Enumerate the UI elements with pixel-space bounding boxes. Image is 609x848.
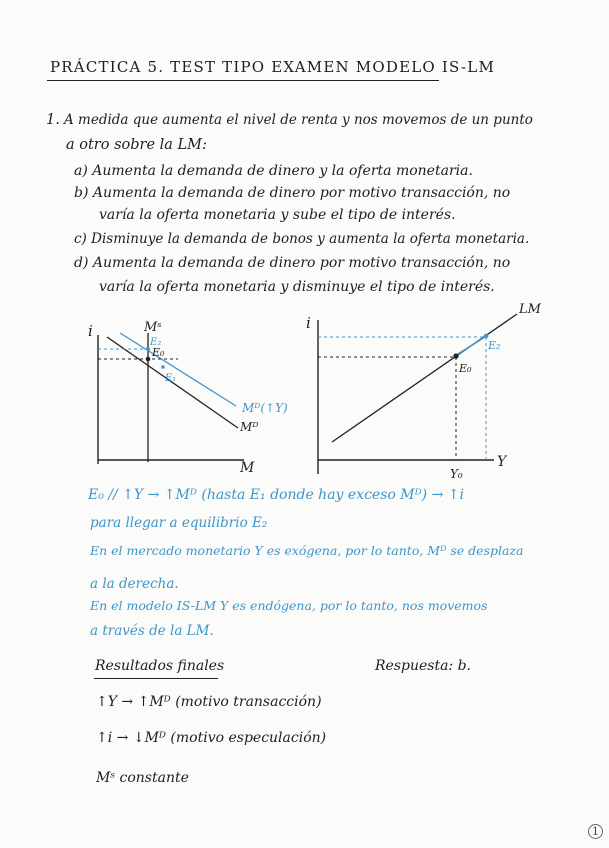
point-e0-left bbox=[146, 357, 151, 362]
results-heading-underline bbox=[94, 678, 218, 679]
result-line-3: Mˢ constante bbox=[96, 770, 189, 786]
question-text-line-2: a otro sobre la LM: bbox=[66, 137, 207, 153]
question-text-line-1: A medida que aumenta el nivel de renta y nos movemos de un punto bbox=[64, 112, 533, 128]
left-x-axis-label: M bbox=[240, 460, 255, 476]
left-y-axis-label: i bbox=[88, 322, 93, 340]
md-label: Mᴰ bbox=[240, 420, 259, 434]
lm-label: LM bbox=[519, 302, 541, 317]
point-e2-right bbox=[484, 334, 489, 339]
md-shifted-label: Mᴰ(↑Y) bbox=[242, 401, 288, 415]
answer: Respuesta: b. bbox=[375, 658, 472, 674]
explanation-line-2: para llegar a equilibrio E₂ bbox=[90, 515, 268, 531]
option-a: a) Aumenta la demanda de dinero y la oferta monetaria. bbox=[74, 163, 473, 179]
question-number: 1. bbox=[46, 112, 60, 128]
explanation-line-4: a la derecha. bbox=[90, 576, 179, 592]
right-y-axis-label: i bbox=[306, 314, 311, 332]
option-c: c) Disminuye la demanda de bonos y aumenta la oferta monetaria. bbox=[74, 231, 530, 247]
option-d-line-2: varía la oferta monetaria y disminuye el tipo de interés. bbox=[99, 279, 495, 295]
explanation-line-5: En el modelo IS-LM Y es endógena, por lo tanto, nos movemos bbox=[90, 598, 488, 613]
e2-right-label: E₂ bbox=[488, 339, 501, 352]
e0-right-label: E₀ bbox=[459, 362, 472, 375]
e0-left-label: E₀ bbox=[152, 346, 165, 359]
option-b-line-1: b) Aumenta la demanda de dinero por motivo transacción, no bbox=[74, 185, 511, 201]
lm-segment-blue bbox=[458, 335, 488, 354]
lm-curve bbox=[332, 314, 517, 442]
right-x-axis-label: Y bbox=[497, 454, 507, 470]
page-number: 1 bbox=[588, 824, 603, 839]
money-supply-label: Mˢ bbox=[144, 320, 162, 335]
option-d-line-1: d) Aumenta la demanda de dinero por motivo transacción, no bbox=[74, 255, 511, 271]
is-lm-graph bbox=[306, 302, 542, 481]
y0-tick-label: Y₀ bbox=[450, 467, 463, 481]
money-demand-shifted-curve bbox=[120, 333, 236, 406]
explanation-line-6: a través de la LM. bbox=[90, 623, 214, 639]
e2-left-label: E₂ bbox=[150, 337, 162, 348]
point-e1-left bbox=[161, 365, 165, 369]
option-b-line-2: varía la oferta monetaria y sube el tipo de interés. bbox=[99, 207, 456, 223]
results-heading: Resultados finales bbox=[95, 658, 225, 674]
page-title: PRÁCTICA 5. TEST TIPO EXAMEN MODELO IS-LM bbox=[50, 58, 496, 76]
result-line-1: ↑Y → ↑Mᴰ (motivo transacción) bbox=[96, 694, 322, 710]
point-e0-right bbox=[453, 353, 458, 358]
money-market-graph bbox=[88, 320, 288, 476]
e1-left-label: E₁ bbox=[165, 373, 177, 384]
explanation-line-1: E₀ // ↑Y → ↑Mᴰ (hasta E₁ donde hay exceso Mᴰ) → ↑i bbox=[88, 487, 464, 503]
explanation-line-3: En el mercado monetario Y es exógena, por lo tanto, Mᴰ se desplaza bbox=[90, 543, 524, 558]
result-line-2: ↑i → ↓Mᴰ (motivo especulación) bbox=[96, 730, 327, 746]
